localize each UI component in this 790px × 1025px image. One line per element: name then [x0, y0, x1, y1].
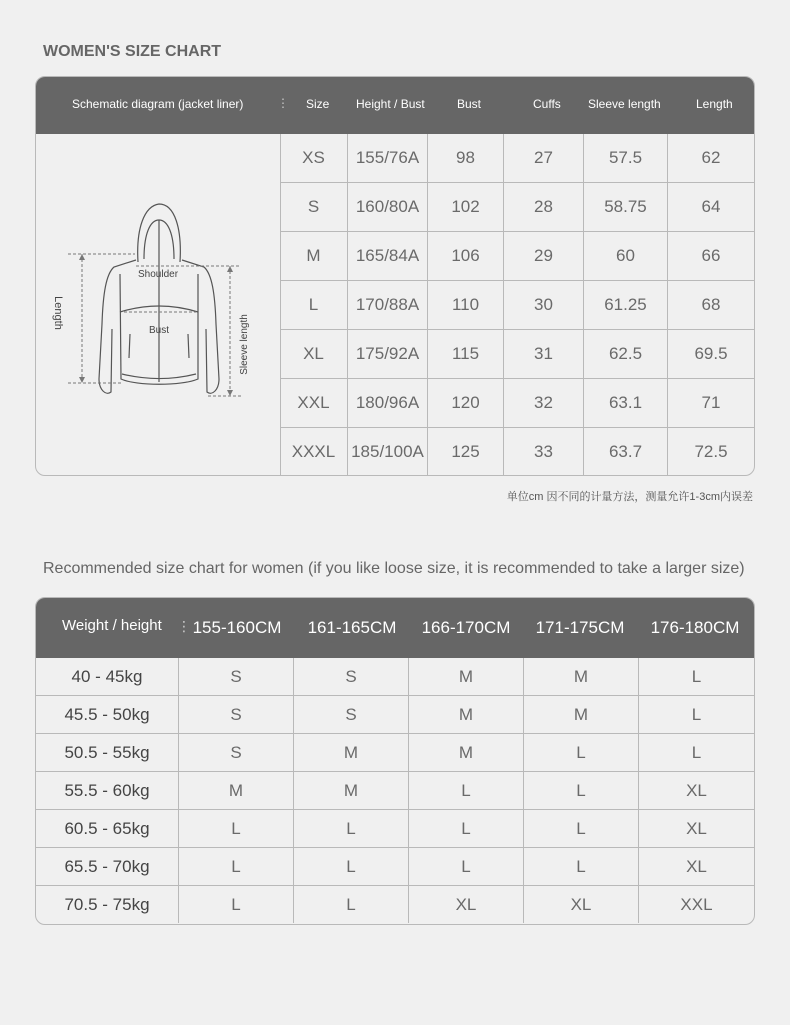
- size-cell: L: [280, 281, 348, 329]
- length-cell: 71: [701, 393, 721, 412]
- cuffs-cell: 31: [504, 330, 584, 378]
- recommend-subtitle: Recommended size chart for women (if you like loose size, it is recommended to take a larger size): [43, 560, 745, 577]
- table-row: [280, 428, 754, 476]
- sleeve-cell: 63.7: [584, 428, 668, 476]
- weight-cell: 55.5 - 60kg: [36, 772, 179, 809]
- size-cell: S: [179, 734, 294, 771]
- cuffs-cell: 27: [504, 134, 584, 182]
- table-row: [36, 848, 754, 886]
- size-cell: XL: [686, 819, 707, 838]
- size-cell: XL: [280, 330, 348, 378]
- header-height-5: 176-180CM: [650, 618, 740, 637]
- cuffs-cell: 30: [504, 281, 584, 329]
- table-row: [280, 183, 754, 232]
- jacket-outline-illustration: [36, 134, 280, 475]
- cuffs-cell: 28: [504, 183, 584, 231]
- table-row: [36, 734, 754, 772]
- size-cell: L: [691, 743, 702, 762]
- height-bust-cell: 170/88A: [348, 281, 428, 329]
- length-cell: 69.5: [694, 344, 728, 363]
- sleeve-cell: 61.25: [584, 281, 668, 329]
- size-cell: XL: [409, 886, 524, 923]
- weight-cell: 50.5 - 55kg: [36, 734, 179, 771]
- size-cell: L: [691, 667, 702, 686]
- size-chart-header: [36, 77, 754, 134]
- size-cell: M: [409, 734, 524, 771]
- size-cell: XL: [524, 886, 639, 923]
- sleeve-length-label: Sleeve length: [238, 314, 250, 375]
- table-row: [36, 696, 754, 734]
- size-cell: L: [524, 810, 639, 847]
- size-cell: XXL: [680, 895, 713, 914]
- size-cell: S: [179, 696, 294, 733]
- size-cell: L: [409, 810, 524, 847]
- size-cell: L: [294, 886, 409, 923]
- size-cell: S: [294, 658, 409, 695]
- size-cell: L: [409, 848, 524, 885]
- header-sleeve-length: Sleeve length: [588, 97, 661, 111]
- header-bust: Bust: [457, 97, 482, 111]
- table-row: [280, 379, 754, 428]
- bust-cell: 106: [428, 232, 504, 280]
- header-height-4: 171-175CM: [535, 618, 625, 637]
- size-cell: L: [524, 848, 639, 885]
- size-cell: S: [179, 658, 294, 695]
- length-cell: 64: [701, 197, 721, 216]
- sleeve-cell: 60: [584, 232, 668, 280]
- table-row: [36, 658, 754, 696]
- header-diagram: Schematic diagram (jacket liner): [72, 97, 244, 111]
- height-bust-cell: 155/76A: [348, 134, 428, 182]
- cuffs-cell: 29: [504, 232, 584, 280]
- weight-cell: 40 - 45kg: [36, 658, 179, 695]
- measurement-note: 单位cm 因不同的计量方法，测量允许1-3cm内误差: [506, 491, 753, 503]
- header-separator: ⋮: [277, 96, 289, 110]
- page-title: WOMEN'S SIZE CHART: [43, 43, 222, 60]
- table-row: [280, 134, 754, 183]
- table-row: [36, 886, 754, 923]
- header-separator: ⋮: [177, 618, 191, 634]
- size-cell: L: [524, 734, 639, 771]
- length-cell: 72.5: [694, 442, 728, 461]
- header-height-3: 166-170CM: [421, 618, 511, 637]
- header-height-bust: Height / Bust: [356, 97, 425, 111]
- header-height-2: 161-165CM: [307, 618, 397, 637]
- length-label: Length: [51, 296, 64, 330]
- header-cuffs: Cuffs: [533, 97, 561, 111]
- cuffs-cell: 33: [504, 428, 584, 476]
- size-cell: XXXL: [280, 428, 348, 476]
- bust-cell: 102: [428, 183, 504, 231]
- table-row: [280, 330, 754, 379]
- bust-cell: 110: [428, 281, 504, 329]
- sleeve-cell: 62.5: [584, 330, 668, 378]
- height-bust-cell: 180/96A: [348, 379, 428, 427]
- size-cell: S: [294, 696, 409, 733]
- size-cell: M: [280, 232, 348, 280]
- header-size: Size: [306, 97, 330, 111]
- size-cell: L: [179, 886, 294, 923]
- bust-cell: 125: [428, 428, 504, 476]
- size-cell: S: [280, 183, 348, 231]
- header-weight-height: Weight / height: [62, 617, 162, 634]
- size-cell: XL: [686, 857, 707, 876]
- weight-cell: 45.5 - 50kg: [36, 696, 179, 733]
- recommend-chart-table: [35, 597, 755, 925]
- size-cell: M: [294, 772, 409, 809]
- size-cell: L: [409, 772, 524, 809]
- bust-cell: 98: [428, 134, 504, 182]
- size-cell: XL: [686, 781, 707, 800]
- size-cell: L: [179, 848, 294, 885]
- shoulder-label: Shoulder: [138, 269, 179, 280]
- table-row: [280, 232, 754, 281]
- bust-label: Bust: [149, 325, 170, 336]
- sleeve-cell: 58.75: [584, 183, 668, 231]
- length-cell: 66: [701, 246, 721, 265]
- size-cell: M: [409, 658, 524, 695]
- size-cell: M: [524, 696, 639, 733]
- size-cell: L: [294, 848, 409, 885]
- size-cell: M: [409, 696, 524, 733]
- size-cell: XXL: [280, 379, 348, 427]
- height-bust-cell: 160/80A: [348, 183, 428, 231]
- size-cell: L: [294, 810, 409, 847]
- table-row: [280, 281, 754, 330]
- size-cell: M: [179, 772, 294, 809]
- jacket-diagram: [36, 134, 281, 475]
- height-bust-cell: 175/92A: [348, 330, 428, 378]
- size-cell: L: [691, 705, 702, 724]
- header-height-1: 155-160CM: [192, 618, 282, 637]
- length-cell: 68: [701, 295, 721, 314]
- header-length: Length: [696, 97, 733, 111]
- recommend-chart-header: [36, 598, 754, 658]
- bust-cell: 120: [428, 379, 504, 427]
- length-cell: 62: [701, 148, 721, 167]
- weight-cell: 65.5 - 70kg: [36, 848, 179, 885]
- weight-cell: 70.5 - 75kg: [36, 886, 179, 923]
- weight-cell: 60.5 - 65kg: [36, 810, 179, 847]
- height-bust-cell: 185/100A: [348, 428, 428, 476]
- size-cell: L: [524, 772, 639, 809]
- table-row: [36, 810, 754, 848]
- size-cell: XS: [280, 134, 348, 182]
- size-cell: M: [294, 734, 409, 771]
- height-bust-cell: 165/84A: [348, 232, 428, 280]
- size-cell: M: [524, 658, 639, 695]
- cuffs-cell: 32: [504, 379, 584, 427]
- size-cell: L: [179, 810, 294, 847]
- table-row: [36, 772, 754, 810]
- bust-cell: 115: [428, 330, 504, 378]
- sleeve-cell: 57.5: [584, 134, 668, 182]
- size-chart-table: [35, 76, 755, 476]
- sleeve-cell: 63.1: [584, 379, 668, 427]
